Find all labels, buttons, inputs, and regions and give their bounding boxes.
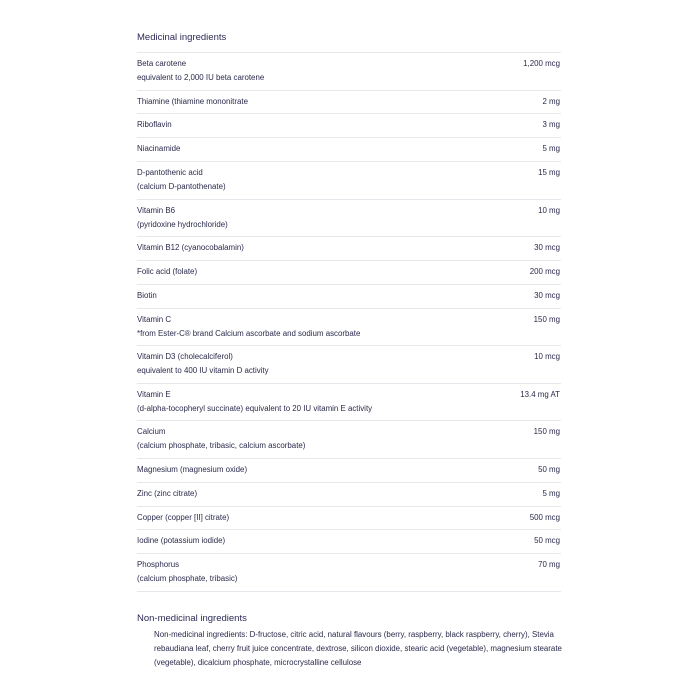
- ingredient-amount: 10 mg: [538, 205, 560, 215]
- ingredient-amount: 1,200 mcg: [523, 59, 560, 68]
- ingredient-name: Folic acid (folate): [137, 266, 198, 276]
- ingredient-row: [137, 261, 561, 285]
- ingredients-panel: [137, 31, 561, 670]
- ingredient-name-cell: [137, 313, 360, 341]
- ingredient-name: Vitamin B6: [137, 205, 176, 215]
- ingredient-amount: 150 mg: [533, 427, 560, 437]
- ingredient-name: D-pantothenic acid: [137, 167, 203, 177]
- ingredient-name-cell: [137, 425, 305, 453]
- ingredient-amount: 50 mg: [538, 464, 560, 474]
- ingredient-name: Calcium: [137, 427, 166, 437]
- ingredient-row: [137, 507, 561, 531]
- ingredient-row: [137, 53, 561, 91]
- ingredient-name: Copper (copper [II] citrate): [137, 512, 230, 522]
- ingredient-amount: 500 mcg: [529, 512, 560, 522]
- ingredient-row: [137, 309, 561, 347]
- ingredient-detail: (calcium phosphate, tribasic, calcium ascorbate): [137, 441, 306, 451]
- ingredient-name: Iodine (potassium iodide): [137, 536, 226, 546]
- ingredient-name: Niacinamide: [137, 144, 181, 154]
- ingredient-name-cell: [137, 511, 229, 525]
- non-medicinal-ingredients-text: Non-medicinal ingredients: D-fructose, citric acid, natural flavours (berry, raspberry, black raspberry, cherry), Stevia rebaudiana leaf, cherry fruit juice concentrate, dextrose, silicon dioxide, stearic acid (vegetable), magnesium stearate (vegetable), dicalcium phosphate, microcrystalline cellulose: [154, 629, 562, 668]
- ingredient-detail: (calcium phosphate, tribasic): [137, 574, 238, 584]
- ingredient-name-cell: [137, 487, 197, 501]
- ingredient-detail: (pyridoxine hydrochloride): [137, 219, 228, 229]
- ingredient-detail: *from Ester-C® brand Calcium ascorbate and sodium ascorbate: [137, 328, 361, 338]
- ingredient-name-cell: [137, 142, 180, 156]
- ingredient-name: Vitamin C: [137, 314, 172, 324]
- ingredient-name-cell: [137, 558, 237, 586]
- non-medicinal-ingredients-heading: Non-medicinal ingredients: [137, 612, 247, 624]
- ingredient-name-cell: [137, 166, 226, 194]
- ingredient-amount: 30 mcg: [534, 243, 560, 253]
- ingredient-row: [137, 483, 561, 507]
- non-medicinal-section: [137, 612, 561, 671]
- ingredient-row: [137, 162, 561, 200]
- ingredient-amount: 50 mcg: [534, 536, 560, 546]
- ingredient-row: [137, 138, 561, 162]
- ingredient-name: Vitamin D3 (cholecalciferol): [137, 352, 233, 362]
- ingredient-name-cell: [137, 463, 247, 477]
- ingredient-amount: 5 mg: [542, 144, 560, 154]
- medicinal-ingredients-table: [137, 52, 561, 592]
- ingredient-name-cell: [137, 289, 157, 303]
- ingredient-amount: 30 mcg: [534, 290, 560, 300]
- ingredient-row: [137, 346, 561, 384]
- ingredient-name-cell: [137, 265, 197, 279]
- ingredient-amount: 200 mcg: [529, 266, 560, 276]
- ingredient-amount: 10 mcg: [534, 352, 560, 362]
- ingredient-name-cell: [137, 118, 172, 132]
- ingredient-name: Biotin: [137, 290, 157, 300]
- ingredient-detail: equivalent to 400 IU vitamin D activity: [137, 366, 269, 376]
- ingredient-row: [137, 530, 561, 554]
- ingredient-detail: (calcium D-pantothenate): [137, 181, 226, 191]
- ingredient-amount: 2 mg: [542, 96, 560, 106]
- ingredient-name-cell: [137, 204, 228, 232]
- medicinal-ingredients-heading: Medicinal ingredients: [137, 32, 227, 43]
- ingredient-name-cell: [137, 241, 244, 255]
- ingredient-row: [137, 554, 561, 592]
- ingredient-row: [137, 384, 561, 422]
- ingredient-row: [137, 200, 561, 238]
- ingredient-row: [137, 459, 561, 483]
- ingredient-amount: 150 mg: [533, 314, 560, 324]
- ingredient-name: Vitamin B12 (cyanocobalamin): [137, 243, 244, 253]
- ingredient-name: Vitamin E: [137, 389, 171, 399]
- ingredient-name: Magnesium (magnesium oxide): [137, 464, 248, 474]
- ingredient-name-cell: [137, 95, 248, 109]
- ingredient-row: [137, 237, 561, 261]
- ingredient-name-cell: [137, 534, 225, 548]
- ingredient-name-cell: [137, 350, 269, 378]
- ingredient-row: [137, 114, 561, 138]
- ingredient-amount: 3 mg: [542, 120, 560, 130]
- ingredient-amount: 13.4 mg AT: [520, 389, 560, 399]
- ingredient-detail: equivalent to 2,000 IU beta carotene: [137, 73, 265, 82]
- ingredient-name-cell: [137, 388, 372, 416]
- ingredient-name: Zinc (zinc citrate): [137, 488, 198, 498]
- ingredient-amount: 15 mg: [538, 167, 560, 177]
- ingredient-row: [137, 421, 561, 459]
- ingredient-name: Beta carotene: [137, 59, 187, 68]
- ingredient-amount: 5 mg: [542, 488, 560, 498]
- ingredient-detail: (d-alpha-tocopheryl succinate) equivalent to 20 IU vitamin E activity: [137, 403, 373, 413]
- ingredient-name-cell: [137, 57, 264, 85]
- ingredient-row: [137, 285, 561, 309]
- ingredient-amount: 70 mg: [538, 560, 560, 570]
- ingredient-name: Phosphorus: [137, 560, 180, 570]
- ingredient-name: Riboflavin: [137, 120, 172, 130]
- ingredient-name: Thiamine (thiamine mononitrate: [137, 96, 248, 106]
- ingredient-row: [137, 91, 561, 115]
